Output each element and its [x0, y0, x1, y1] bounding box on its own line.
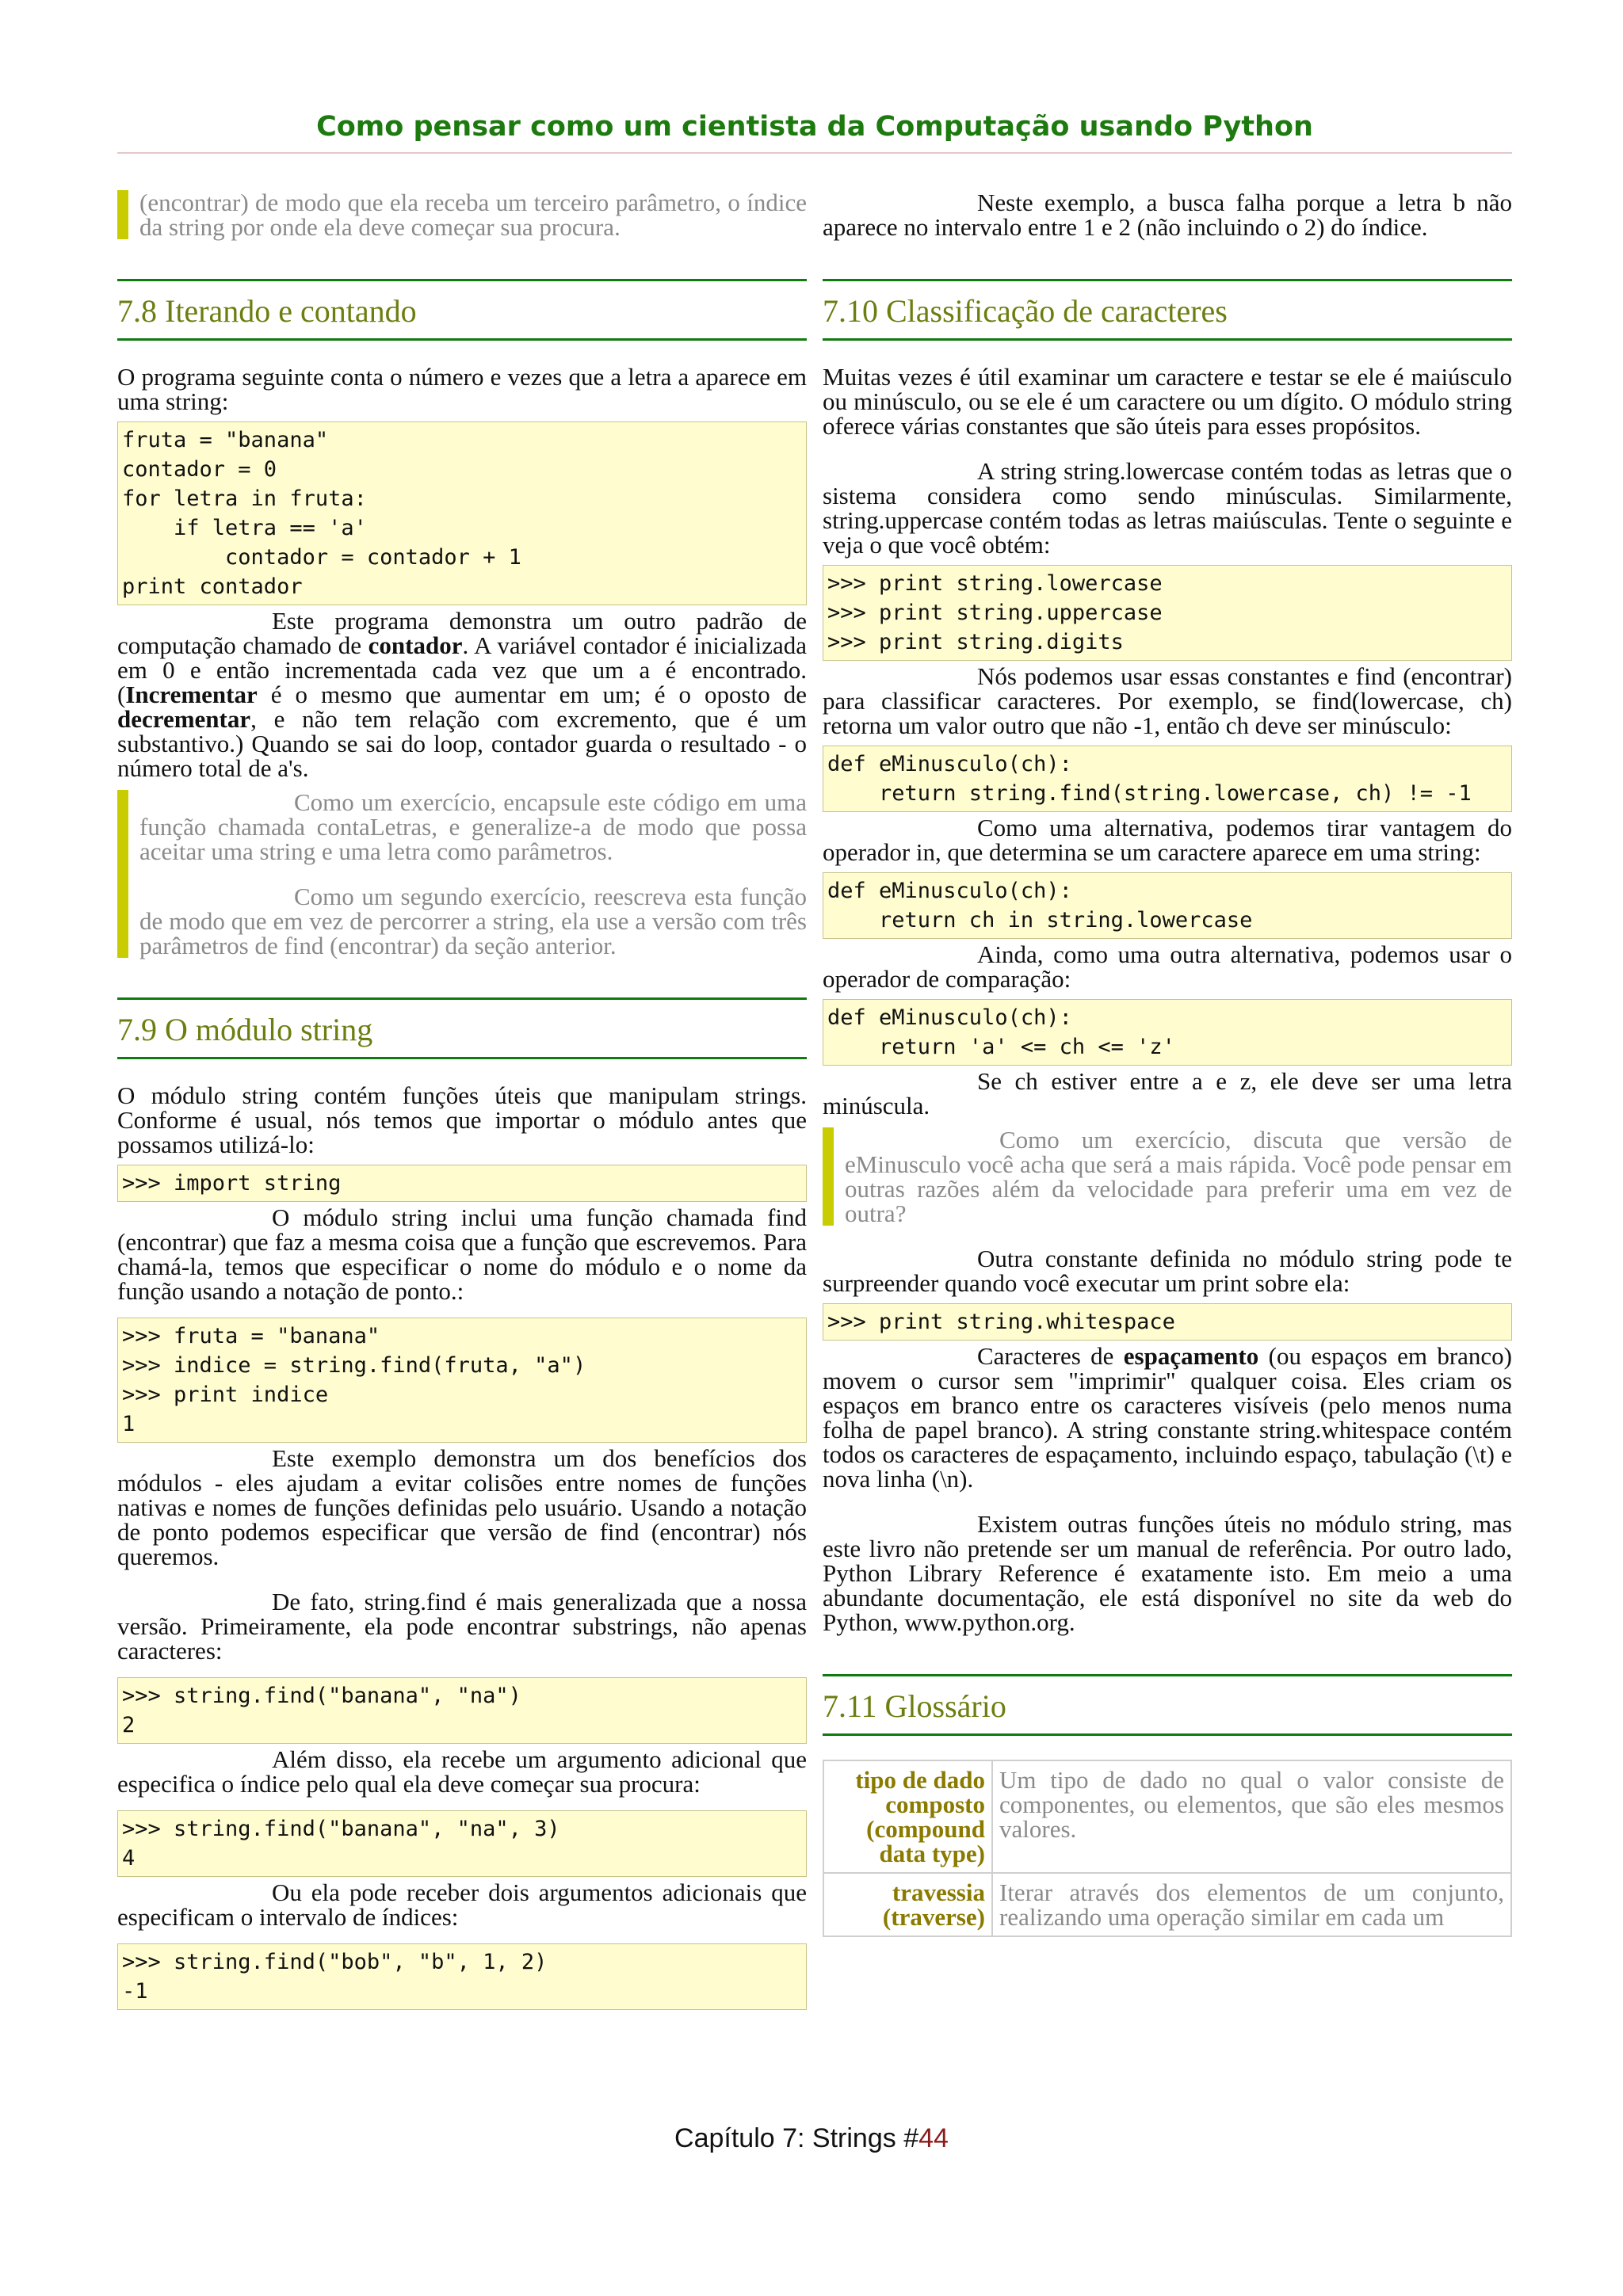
- paragraph: Se ch estiver entre a e z, ele deve ser uma letra minúscula.: [823, 1067, 1512, 1119]
- paragraph: O módulo string inclui uma função chamada find (encontrar) que faz a mesma coisa que a função que escrevemos. Para chamá-la, temos que especificar o nome do módulo e o nome da função usando a notação de ponto.:: [117, 1203, 807, 1305]
- note-text: Como um exercício, discuta que versão de eMinusculo você acha que será a mais rápida. Você pode pensar em outras razões além da velocidade para preferir uma em vez de outra?: [845, 1126, 1512, 1227]
- paragraph: Além disso, ela recebe um argumento adicional que especifica o índice pelo qual ela deve começar sua procura:: [117, 1745, 807, 1798]
- glossary-row: [823, 1873, 1511, 1936]
- paragraph: Como uma alternativa, podemos tirar vantagem do operador in, que determina se um caractere aparece em uma string:: [823, 814, 1512, 866]
- paragraph: Este programa demonstra um outro padrão de computação chamado de contador. A variável contador é inicializada em 0 e então incrementada cada vez que um a é encontrado. (Incrementar é o mesmo que aumentar em um; é o oposto de decrementar, e não tem relação com excremento, que é um substantivo.) Quando se sai do loop, contador guarda o resultado - o número total de a's.: [117, 607, 807, 782]
- paragraph: O módulo string contém funções úteis que manipulam strings. Conforme é usual, nós temos que importar o módulo antes que possamos utilizá-lo:: [117, 1081, 807, 1158]
- paragraph: O programa seguinte conta o número e vezes que a letra a aparece em uma string:: [117, 363, 807, 415]
- section-title-7-9: 7.9 O módulo string: [117, 997, 807, 1059]
- section-title-7-11: 7.11 Glossário: [823, 1674, 1512, 1736]
- code-block: fruta = "banana" contador = 0 for letra in fruta: if letra == 'a' contador = contador + 1 print contador: [117, 421, 807, 605]
- page-footer: [0, 2123, 1623, 2154]
- exercise-note: [117, 190, 807, 239]
- glossary-definition: Iterar através dos elementos de um conjunto, realizando uma operação similar em cada um: [992, 1873, 1511, 1936]
- paragraph: Nós podemos usar essas constantes e find (encontrar) para classificar caracteres. Por exemplo, se find(lowercase, ch) retorna um valor outro que não -1, então ch deve ser minúsculo:: [823, 662, 1512, 739]
- paragraph: Neste exemplo, a busca falha porque a letra b não aparece no intervalo entre 1 e 2 (não incluindo o 2) do índice.: [823, 189, 1512, 241]
- glossary-table: [823, 1760, 1512, 1937]
- code-block: def eMinusculo(ch): return string.find(string.lowercase, ch) != -1: [823, 746, 1512, 812]
- note-text: (encontrar) de modo que ela receba um terceiro parâmetro, o índice da string por onde ela deve começar sua procura.: [139, 189, 807, 241]
- code-block: >>> string.find("banana", "na") 2: [117, 1677, 807, 1744]
- paragraph: A string string.lowercase contém todas as letras que o sistema considera como sendo minúsculas. Similarmente, string.uppercase contém todas as letras maiúsculas. Tente o seguinte e veja o que você obtém:: [823, 457, 1512, 559]
- footer-label: Capítulo 7: Strings #: [674, 2123, 919, 2153]
- glossary-term: travessia (traverse): [823, 1873, 992, 1936]
- exercise-note: [117, 790, 807, 958]
- code-block: >>> print string.lowercase >>> print string.uppercase >>> print string.digits: [823, 565, 1512, 661]
- paragraph: Outra constante definida no módulo string pode te surpreender quando você executar um print sobre ela:: [823, 1245, 1512, 1297]
- code-block: >>> import string: [117, 1165, 807, 1202]
- paragraph: Existem outras funções úteis no módulo string, mas este livro não pretende ser um manual de referência. Por outro lado, Python Library Reference é exatamente isto. Em meio a uma abundante documentação, ele está disponível no site da web do Python, www.python.org.: [823, 1510, 1512, 1636]
- left-column: [117, 190, 807, 2013]
- code-block: def eMinusculo(ch): return ch in string.lowercase: [823, 872, 1512, 939]
- paragraph: Ainda, como uma outra alternativa, podemos usar o operador de comparação:: [823, 940, 1512, 993]
- section-title-7-8: 7.8 Iterando e contando: [117, 279, 807, 341]
- exercise-note: [823, 1127, 1512, 1226]
- right-column: [823, 190, 1512, 1937]
- code-block: >>> string.find("bob", "b", 1, 2) -1: [117, 1943, 807, 2010]
- paragraph: Este exemplo demonstra um dos benefícios dos módulos - eles ajudam a evitar colisões entre nomes de funções nativas e nomes de funções definidas pelo usuário. Usando a notação de ponto podemos especificar que versão de find (encontrar) nós queremos.: [117, 1444, 807, 1570]
- code-block: >>> fruta = "banana" >>> indice = string.find(fruta, "a") >>> print indice 1: [117, 1318, 807, 1443]
- note-text: Como um segundo exercício, reescreva esta função de modo que em vez de percorrer a string, ela use a versão com três parâmetros de find (encontrar) da seção anterior.: [139, 883, 807, 959]
- paragraph: Caracteres de espaçamento (ou espaços em branco) movem o cursor sem "imprimir" qualquer coisa. Eles criam os espaços em branco entre os caracteres visíveis (pelo menos numa folha de papel branco). A string constante string.whitespace contém todos os caracteres de espaçamento, incluindo espaço, tabulação (\t) e nova linha (\n).: [823, 1342, 1512, 1493]
- code-block: def eMinusculo(ch): return 'a' <= ch <= 'z': [823, 999, 1512, 1066]
- paragraph: De fato, string.find é mais generalizada que a nossa versão. Primeiramente, ela pode encontrar substrings, não apenas caracteres:: [117, 1588, 807, 1665]
- glossary-term: tipo de dado composto (compound data type): [823, 1760, 992, 1873]
- glossary-row: [823, 1760, 1511, 1873]
- paragraph: Muitas vezes é útil examinar um caractere e testar se ele é maiúsculo ou minúsculo, ou se ele é um caractere ou um dígito. O módulo string oferece várias constantes que são úteis para esses propósitos.: [823, 363, 1512, 440]
- glossary-definition: Um tipo de dado no qual o valor consiste de componentes, ou elementos, que são eles mesmos valores.: [992, 1760, 1511, 1873]
- paragraph: Ou ela pode receber dois argumentos adicionais que especificam o intervalo de índices:: [117, 1878, 807, 1931]
- note-text: Como um exercício, encapsule este código em uma função chamada contaLetras, e generalize-a de modo que possa aceitar uma string e uma letra como parâmetros.: [139, 788, 807, 865]
- running-header: Como pensar como um cientista da Computação usando Python: [117, 111, 1512, 154]
- page-number: 44: [918, 2123, 949, 2153]
- code-block: >>> string.find("banana", "na", 3) 4: [117, 1810, 807, 1877]
- code-block: >>> print string.whitespace: [823, 1303, 1512, 1341]
- section-title-7-10: 7.10 Classificação de caracteres: [823, 279, 1512, 341]
